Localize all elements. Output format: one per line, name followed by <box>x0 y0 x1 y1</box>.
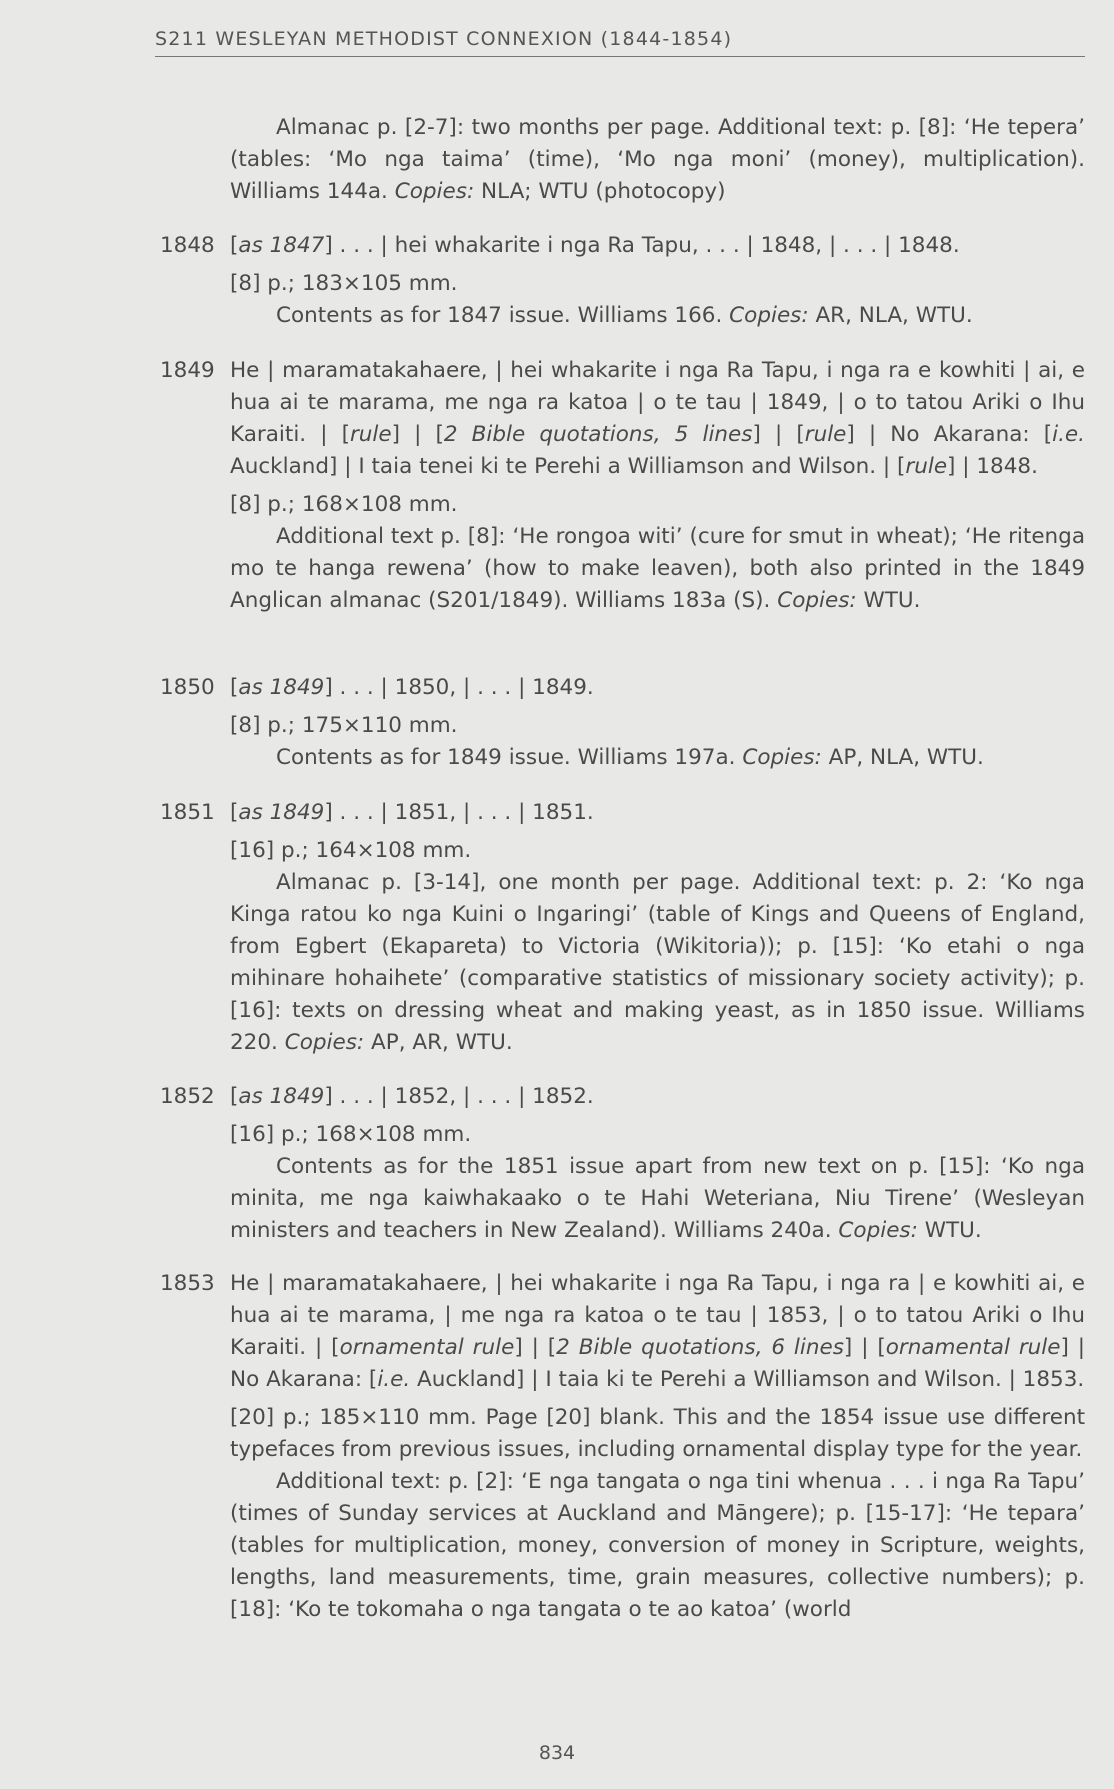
notes: Almanac p. [2-7]: two months per page. Additional text: p. [8]: ‘He tepera’ (tables: ‘Mo nga taima’ (time), ‘Mo nga moni’ (money), multiplication). Williams 144a. Copies: NLA; WTU (photocopy) <box>230 115 1085 204</box>
entry-collation: [8] p.; 168×108 mm. <box>230 492 458 517</box>
entry-notes: Contents as for 1847 issue. Williams 166. Copies: AR, NLA, WTU. <box>276 303 973 328</box>
entry-1851 <box>160 797 1085 1059</box>
entry-collation: [20] p.; 185×110 mm. Page [20] blank. This and the 1854 issue use different typefaces from previous issues, including ornamental display type for the year. <box>230 1405 1085 1462</box>
entry-notes: Contents as for 1849 issue. Williams 197a. Copies: AP, NLA, WTU. <box>276 745 984 770</box>
entry-title: [as 1849] . . . | 1852, | . . . | 1852. <box>230 1084 594 1109</box>
entry-year: 1853 <box>160 1271 215 1296</box>
entry-1849 <box>160 355 1085 617</box>
entry-title: [as 1849] . . . | 1851, | . . . | 1851. <box>230 800 594 825</box>
entry-1848 <box>160 230 1085 332</box>
entry-title: [as 1849] . . . | 1850, | . . . | 1849. <box>230 675 594 700</box>
entry-notes: Almanac p. [3-14], one month per page. Additional text: p. 2: ‘Ko nga Kinga ratou ko nga Kuini o Ingaringi’ (table of Kings and Queens of England, from Egbert (Ekapareta) to Victoria (Wikitoria)); p. [15]: ‘Ko etahi o nga mihinare hohaihete’ (comparative statistics of missionary society activity); p. [16]: texts on dressing wheat and making yeast, as in 1850 issue. Williams 220. Copies: AP, AR, WTU. <box>230 870 1085 1055</box>
entry-1853 <box>160 1268 1085 1626</box>
entry-1847-continuation <box>160 112 1085 208</box>
entry-year: 1849 <box>160 358 215 383</box>
entry-collation: [16] p.; 168×108 mm. <box>230 1122 472 1147</box>
running-header: S211 WESLEYAN METHODIST CONNEXION (1844-1854) <box>155 28 1085 57</box>
entry-year: 1848 <box>160 233 215 258</box>
entry-year: 1850 <box>160 675 215 700</box>
entry-year: 1852 <box>160 1084 215 1109</box>
entry-1850 <box>160 672 1085 774</box>
entry-notes: Additional text p. [8]: ‘He rongoa witi’ (cure for smut in wheat); ‘He ritenga mo te hanga rewena’ (how to make leaven), both also printed in the 1849 Anglican almanac (S201/1849). Williams 183a (S). Copies: WTU. <box>230 524 1085 613</box>
entry-year: 1851 <box>160 800 215 825</box>
entry-collation: [16] p.; 164×108 mm. <box>230 838 472 863</box>
entry-collation: [8] p.; 183×105 mm. <box>230 271 458 296</box>
entry-collation: [8] p.; 175×110 mm. <box>230 713 458 738</box>
entry-notes: Contents as for the 1851 issue apart from new text on p. [15]: ‘Ko nga minita, me nga kaiwhakaako o te Hahi Weteriana, Niu Tirene’ (Wesleyan ministers and teachers in New Zealand). Williams 240a. Copies: WTU. <box>230 1154 1085 1243</box>
entry-notes: Additional text: p. [2]: ‘E nga tangata o nga tini whenua . . . i nga Ra Tapu’ (times of Sunday services at Auckland and Māngere); p. [15-17]: ‘He tepara’ (tables for multiplication, money, conversion of money in Scripture, weights, lengths, land measurements, time, grain measures, collective numbers); p. [18]: ‘Ko te tokomaha o nga tangata o te ao katoa’ (world <box>230 1469 1085 1622</box>
entry-title: He | maramatakahaere, | hei whakarite i nga Ra Tapu, i nga ra e kowhiti | ai, e hua ai te marama, me nga ra katoa | o te tau | 1849, | o to tatou Ariki o Ihu Karaiti. | [rule] | [2 Bible quotations, 5 lines] | [rule] | No Akarana: [i.e. Auckland] | I taia tenei ki te Perehi a Williamson and Wilson. | [rule] | 1848. <box>230 358 1085 479</box>
page-number: 834 <box>538 1742 576 1764</box>
entry-title: He | maramatakahaere, | hei whakarite i nga Ra Tapu, i nga ra | e kowhiti ai, e hua ai te marama, | me nga ra katoa o te tau | 1853, | o to tatou Ariki o Ihu Karaiti. | [ornamental rule] | [2 Bible quotations, 6 lines] | [ornamental rule] | No Akarana: [i.e. Auckland] | I taia ki te Perehi a Williamson and Wilson. | 1853. <box>230 1271 1086 1392</box>
entry-1852 <box>160 1081 1085 1247</box>
entry-title: [as 1847] . . . | hei whakarite i nga Ra Tapu, . . . | 1848, | . . . | 1848. <box>230 233 960 258</box>
